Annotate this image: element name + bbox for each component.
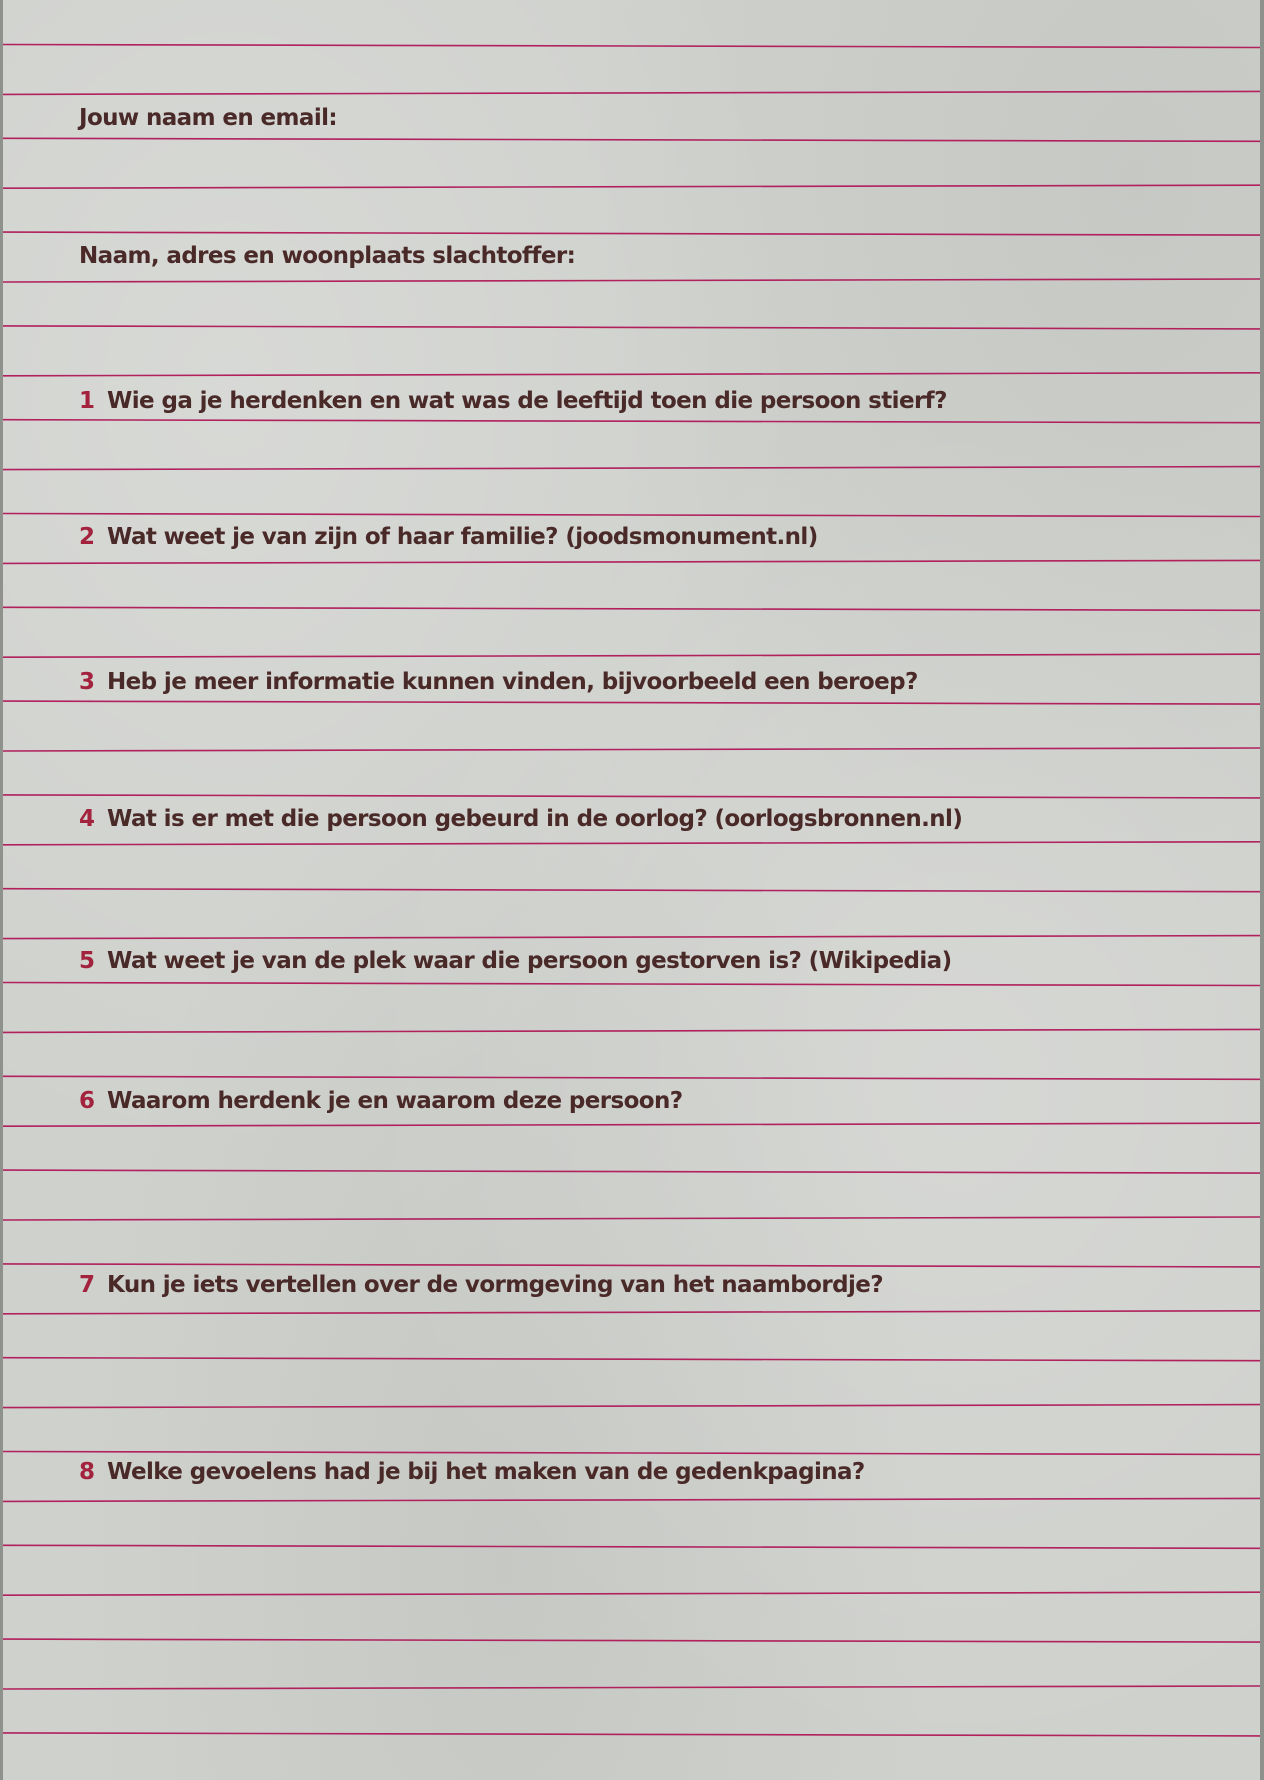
ruled-line (3, 1452, 1260, 1455)
question-number: 8 (79, 1459, 95, 1485)
question-number: 3 (79, 669, 95, 695)
ruled-line (3, 232, 1260, 235)
ruled-line (3, 1592, 1260, 1595)
question-8 (79, 1458, 865, 1486)
ruled-line (3, 1545, 1260, 1548)
ruled-line (3, 654, 1260, 657)
ruled-line (3, 1733, 1260, 1736)
question-7 (79, 1271, 883, 1299)
ruled-line (3, 279, 1260, 282)
ruled-line (3, 420, 1260, 423)
ruled-line (3, 1311, 1260, 1314)
ruled-line (3, 185, 1260, 188)
question-number: 5 (79, 948, 95, 974)
ruled-line (3, 1170, 1260, 1173)
question-text: Wat weet je van zijn of haar familie? (joodsmonument.nl) (107, 524, 818, 550)
ruled-line (3, 1686, 1260, 1689)
question-text: Wie ga je herdenken en wat was de leeftijd toen die persoon stierf? (107, 388, 947, 414)
ruled-line (3, 467, 1260, 470)
ruled-line (3, 1498, 1260, 1501)
question-text: Waarom herdenk je en waarom deze persoon? (107, 1088, 683, 1114)
ruled-line (3, 1264, 1260, 1267)
ruled-line (3, 607, 1260, 610)
ruled-line (3, 138, 1260, 141)
question-text: Wat weet je van de plek waar die persoon gestorven is? (Wikipedia) (107, 948, 952, 974)
victim-info-label (79, 242, 575, 270)
ruled-line (3, 1076, 1260, 1079)
question-number: 1 (79, 388, 95, 414)
ruled-line (3, 842, 1260, 845)
name-email-label-text: Jouw naam en email: (79, 105, 338, 131)
ruled-line (3, 1639, 1260, 1642)
question-text: Welke gevoelens had je bij het maken van de gedenkpagina? (107, 1459, 865, 1485)
ruled-line (3, 795, 1260, 798)
question-text: Wat is er met die persoon gebeurd in de oorlog? (oorlogsbronnen.nl) (107, 806, 963, 832)
question-2 (79, 523, 818, 551)
question-text: Kun je iets vertellen over de vormgeving van het naambordje? (107, 1272, 883, 1298)
ruled-line (3, 91, 1260, 94)
ruled-line (3, 1358, 1260, 1361)
question-3 (79, 668, 918, 696)
ruled-line (3, 560, 1260, 563)
question-6 (79, 1087, 683, 1115)
question-4 (79, 805, 962, 833)
ruled-line (3, 1217, 1260, 1220)
ruled-line (3, 326, 1260, 329)
question-number: 6 (79, 1088, 95, 1114)
question-number: 2 (79, 524, 95, 550)
victim-info-label-text: Naam, adres en woonplaats slachtoffer: (79, 243, 576, 269)
question-number: 7 (79, 1272, 95, 1298)
question-1 (79, 387, 947, 415)
ruled-line (3, 701, 1260, 704)
ruled-line (3, 748, 1260, 751)
question-5 (79, 947, 951, 975)
question-text: Heb je meer informatie kunnen vinden, bijvoorbeeld een beroep? (107, 669, 918, 695)
ruled-line (3, 889, 1260, 892)
ruled-line (3, 514, 1260, 517)
ruled-line (3, 373, 1260, 376)
name-email-label (79, 104, 337, 132)
ruled-line (3, 983, 1260, 986)
ruled-line (3, 1029, 1260, 1032)
ruled-line (3, 936, 1260, 939)
question-number: 4 (79, 806, 95, 832)
ruled-line (3, 1405, 1260, 1408)
ruled-line (3, 45, 1260, 48)
ruled-line (3, 1123, 1260, 1126)
